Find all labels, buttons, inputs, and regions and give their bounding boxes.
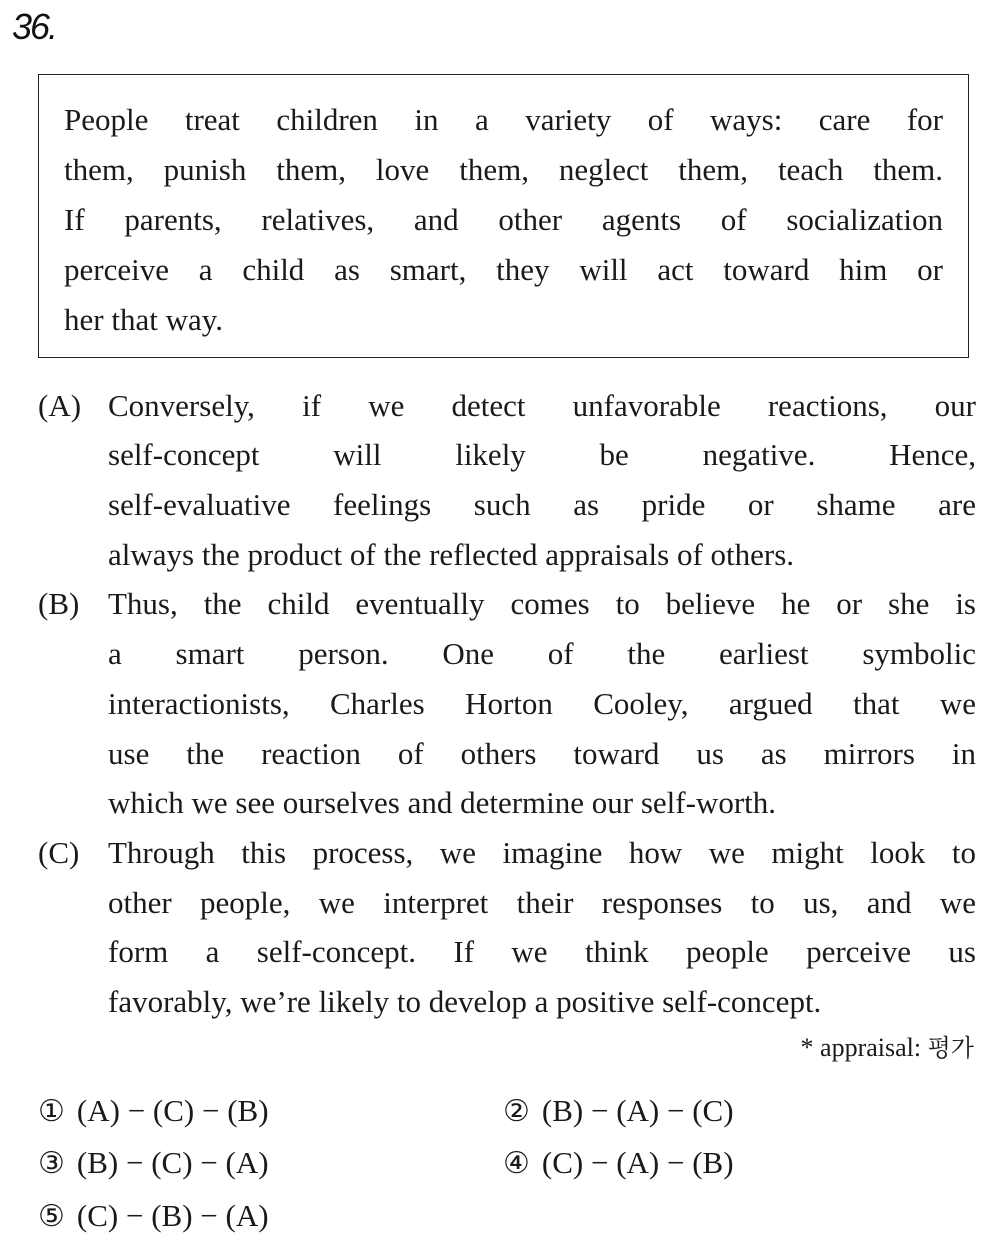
paragraph-b-line: which we see ourselves and determine our self-worth. (108, 785, 776, 820)
paragraph-b-label: (B) (38, 586, 80, 621)
option-number: ① (38, 1094, 65, 1129)
answer-option-4[interactable] (503, 1143, 734, 1184)
answer-option-5[interactable] (38, 1196, 269, 1237)
paragraph-a-label: (A) (38, 388, 82, 423)
option-text: (C) − (B) − (A) (76, 1198, 269, 1233)
answer-option-2[interactable] (503, 1091, 734, 1132)
paragraph-c-line: favorably, we’re likely to develop a positive self-concept. (108, 984, 822, 1019)
passage-line: perceive a child as smart, they will act toward him or (64, 252, 943, 287)
option-number: ③ (38, 1146, 65, 1181)
passage-line: People treat children in a variety of ways: care for (64, 102, 943, 137)
paragraph-c-line: Through this process, we imagine how we might look to (108, 835, 976, 870)
paragraph-b-line: Thus, the child eventually comes to believe he or she is (108, 586, 976, 621)
passage-line: If parents, relatives, and other agents of socialization (64, 202, 943, 237)
option-number: ⑤ (38, 1199, 65, 1234)
paragraph-a-line: Conversely, if we detect unfavorable reactions, our (108, 388, 976, 423)
answer-option-3[interactable] (38, 1143, 269, 1184)
paragraph-b-line: use the reaction of others toward us as mirrors in (108, 736, 976, 771)
option-text: (B) − (A) − (C) (541, 1093, 734, 1128)
paragraph-b-line: a smart person. One of the earliest symbolic (108, 636, 976, 671)
passage-line: her that way. (64, 302, 223, 337)
option-number: ② (503, 1094, 530, 1129)
paragraph-c-line: form a self-concept. If we think people perceive us (108, 934, 976, 969)
paragraph-a-line: self-concept will likely be negative. Hence, (108, 437, 976, 472)
paragraph-c-label: (C) (38, 835, 80, 870)
answer-option-1[interactable] (38, 1091, 269, 1132)
footnote-meaning: 평가 (927, 1034, 974, 1062)
paragraph-a-line: self-evaluative feelings such as pride or shame are (108, 487, 976, 522)
footnote (801, 1030, 974, 1066)
paragraph-c-line: other people, we interpret their responses to us, and we (108, 885, 976, 920)
footnote-term: * appraisal: (800, 1033, 922, 1062)
paragraph-b-line: interactionists, Charles Horton Cooley, argued that we (108, 686, 976, 721)
paragraph-a-line: always the product of the reflected appraisals of others. (108, 537, 795, 572)
option-text: (B) − (C) − (A) (76, 1145, 269, 1180)
option-number: ④ (503, 1146, 530, 1181)
option-text: (A) − (C) − (B) (76, 1093, 269, 1128)
passage-line: them, punish them, love them, neglect them, teach them. (64, 152, 943, 187)
question-number: 36. (12, 6, 57, 47)
option-text: (C) − (A) − (B) (541, 1145, 734, 1180)
